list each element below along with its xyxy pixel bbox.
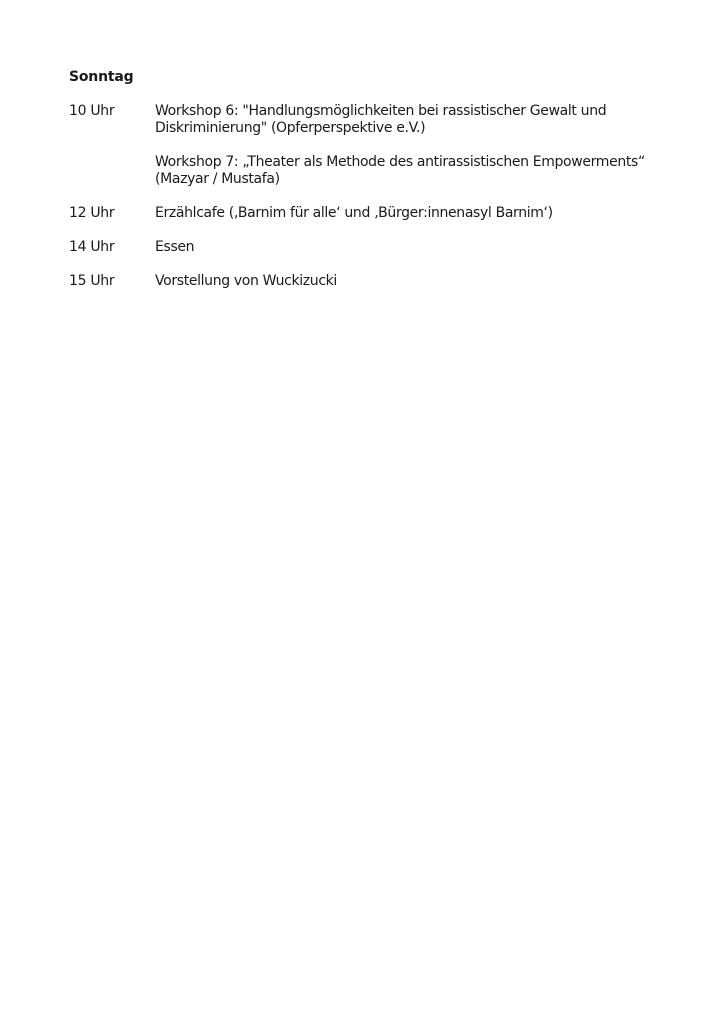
schedule-description <box>155 205 675 222</box>
schedule-entry: Erzählcafe (‚Barnim für alle‘ und ‚Bürger:innenasyl Barnim‘) <box>155 205 553 221</box>
schedule-time: 10 Uhr <box>69 103 115 119</box>
schedule-entry: Workshop 7: „Theater als Methode des antirassistischen Empowerments“ (Mazyar / Mustafa) <box>155 154 645 187</box>
schedule-entry: Essen <box>155 239 195 255</box>
schedule-entry: Vorstellung von Wuckizucki <box>155 273 337 289</box>
schedule-time: 14 Uhr <box>69 239 115 255</box>
day-heading: Sonntag <box>69 69 134 85</box>
schedule-description <box>155 239 675 256</box>
schedule-entry: Workshop 6: "Handlungsmöglichkeiten bei rassistischer Gewalt und Diskriminierung" (Opferperspektive e.V.) <box>155 103 607 136</box>
schedule-description <box>155 103 675 188</box>
schedule-time: 15 Uhr <box>69 273 115 289</box>
schedule-description <box>155 273 675 290</box>
schedule-time: 12 Uhr <box>69 205 115 221</box>
